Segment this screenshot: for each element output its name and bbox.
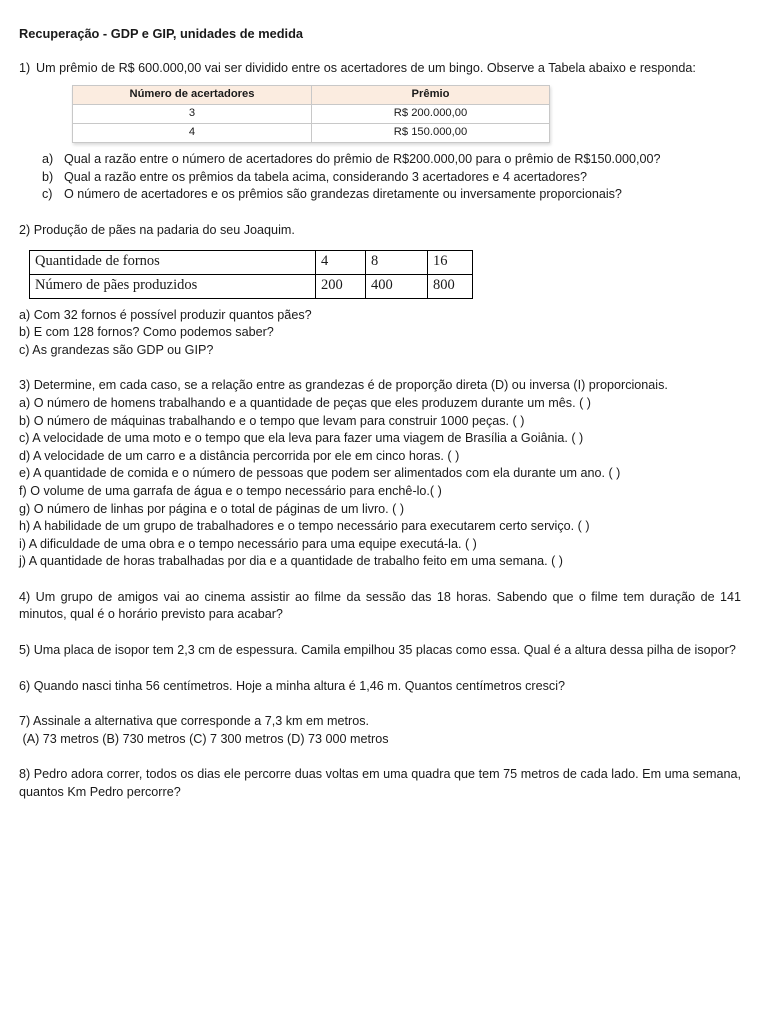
table-row bbox=[30, 274, 473, 298]
question-3f: f) O volume de uma garrafa de água e o tempo necessário para enchê-lo.( ) bbox=[19, 483, 442, 498]
question-3a: a) O número de homens trabalhando e a quantidade de peças que eles produzem durante um mês. ( ) bbox=[19, 395, 591, 410]
table-header-row bbox=[73, 86, 550, 105]
question-2-text: 2) Produção de pães na padaria do seu Joaquim. bbox=[19, 222, 295, 237]
question-2b: b) E com 128 fornos? Como podemos saber? bbox=[19, 325, 274, 340]
question-2a: a) Com 32 fornos é possível produzir quantos pães? bbox=[19, 307, 312, 322]
item-label: c) bbox=[42, 187, 53, 202]
question-8: 8) Pedro adora correr, todos os dias ele percorre duas voltas em uma quadra que tem 75 metros de cada lado. Em uma semana, quantos Km Pedro percorre? bbox=[19, 767, 741, 800]
bread-table bbox=[29, 250, 473, 299]
question-3d: d) A velocidade de um carro e a distância percorrida por ele em cinco horas. ( ) bbox=[19, 448, 460, 463]
table-cell: Número de pães produzidos bbox=[30, 274, 316, 298]
worksheet bbox=[19, 25, 741, 802]
item-label: b) bbox=[42, 169, 54, 184]
question-3j: j) A quantidade de horas trabalhadas por dia e a quantidade de trabalho feito em uma semana. ( ) bbox=[19, 554, 563, 569]
table-cell: 800 bbox=[428, 274, 473, 298]
table-cell: R$ 200.000,00 bbox=[312, 105, 550, 124]
item-text: Qual a razão entre o número de acertadores do prêmio de R$200.000,00 para o prêmio de R$150.000,00? bbox=[64, 152, 661, 167]
table-cell: 4 bbox=[316, 250, 366, 274]
question-4: 4) Um grupo de amigos vai ao cinema assistir ao filme da sessão das 18 horas. Sabendo que o filme tem duração de 141 minutos, qual é o horário previsto para acabar? bbox=[19, 589, 741, 622]
question-7: 7) Assinale a alternativa que corresponde a 7,3 km em metros. bbox=[19, 714, 370, 729]
table-cell: 200 bbox=[316, 274, 366, 298]
table-row bbox=[73, 124, 550, 143]
question-3-text: 3) Determine, em cada caso, se a relação entre as grandezas é de proporção direta (D) ou inversa (I) proporcionais. bbox=[19, 378, 668, 393]
table-row bbox=[30, 250, 473, 274]
item-text: O número de acertadores e os prêmios são grandezas diretamente ou inversamente proporcionais? bbox=[64, 187, 622, 202]
prize-table bbox=[72, 85, 550, 143]
table-cell: 8 bbox=[366, 250, 428, 274]
question-1b bbox=[42, 169, 741, 187]
item-text: Qual a razão entre os prêmios da tabela acima, considerando 3 acertadores e 4 acertadores? bbox=[64, 169, 587, 184]
question-1c bbox=[42, 186, 741, 204]
question-3i: i) A dificuldade de uma obra e o tempo necessário para uma equipe executá-la. ( ) bbox=[19, 536, 477, 551]
question-3b: b) O número de máquinas trabalhando e o tempo que levam para construir 1000 peças. ( ) bbox=[19, 413, 525, 428]
question-3e: e) A quantidade de comida e o número de pessoas que podem ser alimentados com ela durante um ano. ( ) bbox=[19, 466, 621, 481]
question-1-text: Um prêmio de R$ 600.000,00 vai ser dividido entre os acertadores de um bingo. Observe a Tabela abaixo e responda: bbox=[36, 60, 696, 75]
question-1-number: 1) bbox=[19, 60, 31, 75]
table-cell: 16 bbox=[428, 250, 473, 274]
question-1a bbox=[42, 151, 741, 169]
question-5: 5) Uma placa de isopor tem 2,3 cm de espessura. Camila empilhou 35 placas como essa. Qual é a altura dessa pilha de isopor? bbox=[19, 643, 736, 658]
question-2c: c) As grandezas são GDP ou GIP? bbox=[19, 342, 214, 357]
item-label: a) bbox=[42, 152, 54, 167]
page-title: Recuperação - GDP e GIP, unidades de medida bbox=[19, 26, 303, 41]
table-header: Prêmio bbox=[312, 86, 550, 105]
table-cell: 3 bbox=[73, 105, 312, 124]
question-3g: g) O número de linhas por página e o total de páginas de um livro. ( ) bbox=[19, 501, 405, 516]
table-cell: 4 bbox=[73, 124, 312, 143]
question-1 bbox=[19, 60, 741, 78]
table-cell: Quantidade de fornos bbox=[30, 250, 316, 274]
question-6: 6) Quando nasci tinha 56 centímetros. Hoje a minha altura é 1,46 m. Quantos centímetros cresci? bbox=[19, 678, 566, 693]
question-7-options: (A) 73 metros (B) 730 metros (C) 7 300 metros (D) 73 000 metros bbox=[19, 731, 389, 746]
table-row bbox=[73, 105, 550, 124]
table-header: Número de acertadores bbox=[73, 86, 312, 105]
question-3h: h) A habilidade de um grupo de trabalhadores e o tempo necessário para executarem certo serviço. ( ) bbox=[19, 519, 590, 534]
table-cell: R$ 150.000,00 bbox=[312, 124, 550, 143]
question-3c: c) A velocidade de uma moto e o tempo que ela leva para fazer uma viagem de Brasília a Goiânia. ( ) bbox=[19, 431, 584, 446]
table-cell: 400 bbox=[366, 274, 428, 298]
